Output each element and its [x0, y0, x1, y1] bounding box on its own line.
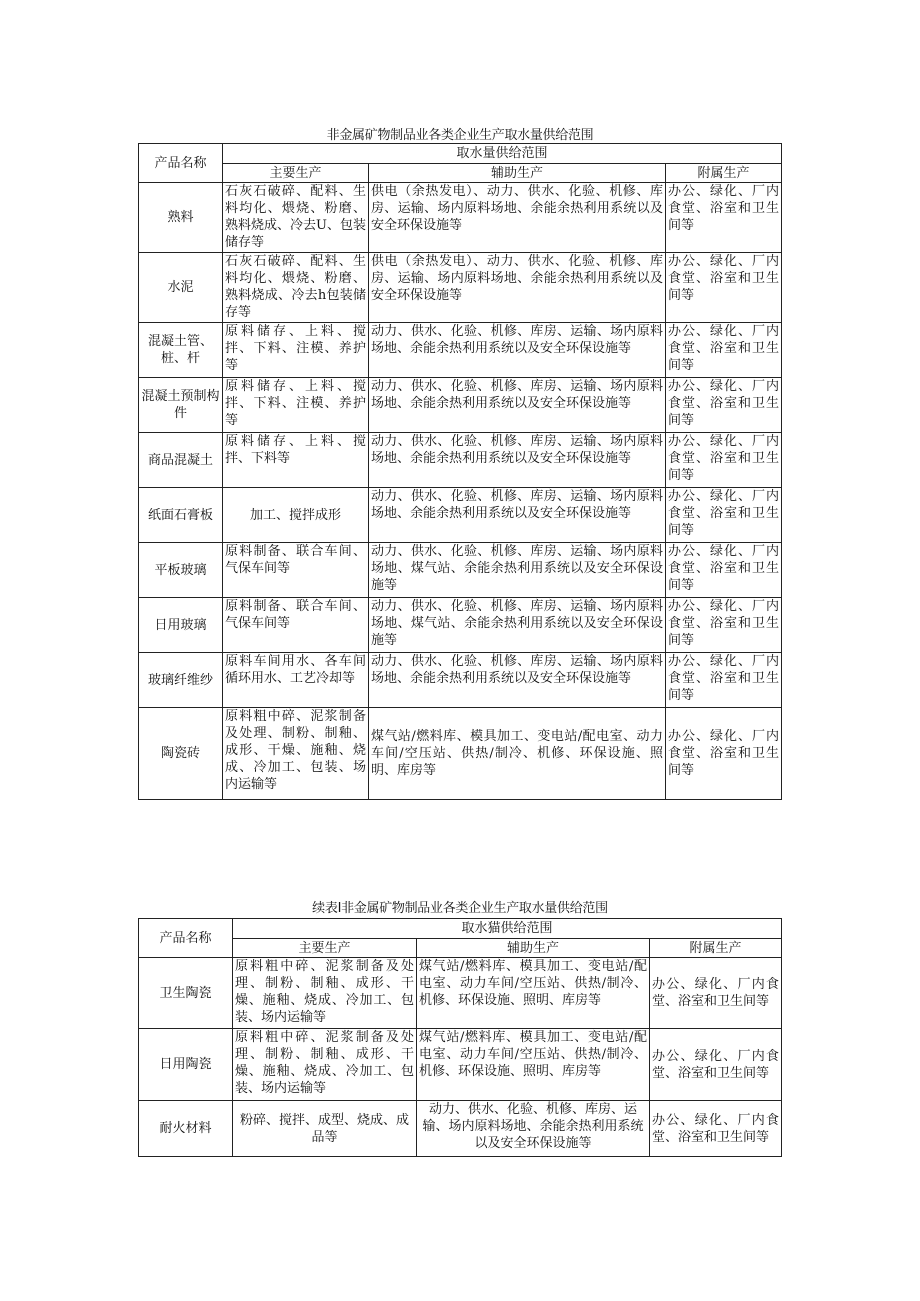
- main-production-cell: 原料储存、上料、搅拌、下料等: [223, 433, 369, 488]
- table-row: [139, 433, 782, 488]
- main-production-cell: 加工、搅拌成形: [223, 488, 369, 543]
- header-supply-scope: 取水量供给范围: [223, 144, 782, 164]
- table-row: [139, 253, 782, 323]
- table-row: [139, 543, 782, 598]
- table-row: [139, 1029, 782, 1101]
- attached-production-cell: 办公、绿化、厂内食堂、浴室和卫生间等: [666, 433, 782, 488]
- table-row: [139, 1101, 782, 1157]
- table2-title: 续表I非金属矿物制品业各类企业生产取水量供给范围: [312, 901, 608, 916]
- main-production-cell: 石灰石破碎、配料、生料均化、煨烧、粉磨、熟料烧成、冷去h包装储存等: [223, 253, 369, 323]
- header-product-name: 产品名称: [139, 919, 233, 958]
- auxiliary-production-cell: 动力、供水、化验、机修、库房、运输、场内原料场地、余能余热利用系统以及安全环保设施等: [369, 653, 666, 708]
- main-production-cell: 粉碎、搅拌、成型、烧成、成品等: [233, 1101, 417, 1157]
- table-row: [139, 708, 782, 800]
- table-row: [139, 183, 782, 253]
- main-production-cell: 原料粗中碎、泥浆制备及处理、制粉、制釉、成形、干燥、施釉、烧成、冷加工、包装、场内运输等: [233, 958, 417, 1029]
- header-main-production: 主要生产: [223, 164, 369, 183]
- auxiliary-production-cell: 动力、供水、化验、机修、库房、运输、场内原料场地、煤气站、余能余热利用系统以及安全环保设施等: [369, 543, 666, 598]
- attached-production-cell: 办公、绿化、厂内食堂、浴室和卫生间等: [666, 708, 782, 800]
- attached-production-cell: 办公、绿化、厂内食堂、浴室和卫生间等: [666, 543, 782, 598]
- header-auxiliary-production: 辅助生产: [417, 939, 650, 958]
- product-name: 商品混凝土: [139, 433, 223, 488]
- table1-title: 非金属矿物制品业各类企业生产取水量供给范围: [326, 128, 594, 143]
- attached-production-cell: 办公、绿化、厂内食堂、浴室和卫生间等: [666, 183, 782, 253]
- table-row: [139, 598, 782, 653]
- product-name: 水泥: [139, 253, 223, 323]
- header-product-name: 产品名称: [139, 144, 223, 183]
- auxiliary-production-cell: 动力、供水、化验、机修、库房、运输、场内原料场地、余能余热利用系统以及安全环保设施等: [417, 1101, 650, 1157]
- main-production-cell: 原料车间用水、各车间循环用水、工艺冷却等: [223, 653, 369, 708]
- product-name: 平板玻璃: [139, 543, 223, 598]
- table-row: [139, 378, 782, 433]
- main-production-cell: 原料粗中碎、泥浆制备及处理、制粉、制釉、成形、干燥、施釉、烧成、冷加工、包装、场内运输等: [223, 708, 369, 800]
- auxiliary-production-cell: 动力、供水、化验、机修、库房、运输、场内原料场地、余能余热利用系统以及安全环保设施等: [369, 378, 666, 433]
- auxiliary-production-cell: 供电（余热发电）、动力、供水、化验、机修、库房、运输、场内原料场地、余能余热利用系统以及安全环保设施等: [369, 183, 666, 253]
- attached-production-cell: 办公、绿化、厂内食堂、浴室和卫生间等: [650, 1029, 782, 1101]
- product-name: 耐火材料: [139, 1101, 233, 1157]
- attached-production-cell: 办公、绿化、厂内食堂、浴室和卫生间等: [650, 958, 782, 1029]
- header-attached-production: 附属生产: [666, 164, 782, 183]
- auxiliary-production-cell: 供电（余热发电）、动力、供水、化验、机修、库房、运输、场内原料场地、余能余热利用系统以及安全环保设施等: [369, 253, 666, 323]
- product-name: 日用玻璃: [139, 598, 223, 653]
- main-production-cell: 原料粗中碎、泥浆制备及处理、制粉、制釉、成形、干燥、施釉、烧成、冷加工、包装、场内运输等: [233, 1029, 417, 1101]
- auxiliary-production-cell: 动力、供水、化验、机修、库房、运输、场内原料场地、余能余热利用系统以及安全环保设施等: [369, 323, 666, 378]
- table-row: [139, 653, 782, 708]
- product-name: 玻璃纤维纱: [139, 653, 223, 708]
- table-row: [139, 488, 782, 543]
- auxiliary-production-cell: 煤气站/燃料库、模具加工、变电站/配电室、动力车间/空压站、供热/制冷、机修、环保设施、照明、库房等: [417, 1029, 650, 1101]
- auxiliary-production-cell: 动力、供水、化验、机修、库房、运输、场内原料场地、余能余热利用系统以及安全环保设施等: [369, 433, 666, 488]
- product-name: 混凝土预制构件: [139, 378, 223, 433]
- header-supply-scope: 取水猫供给范围: [233, 919, 782, 939]
- water-supply-scope-table-continued: [138, 918, 782, 1157]
- table-row: [139, 958, 782, 1029]
- water-supply-scope-table: [138, 143, 782, 800]
- main-production-cell: 原料制备、联合车间、气保车间等: [223, 598, 369, 653]
- product-name: 卫生陶瓷: [139, 958, 233, 1029]
- auxiliary-production-cell: 煤气站/燃料库、模具加工、变电站/配电室、动力车间/空压站、供热/制冷、机修、环保设施、照明、库房等: [369, 708, 666, 800]
- header-attached-production: 附属生产: [650, 939, 782, 958]
- header-auxiliary-production: 辅助生产: [369, 164, 666, 183]
- header-main-production: 主要生产: [233, 939, 417, 958]
- product-name: 日用陶瓷: [139, 1029, 233, 1101]
- main-production-cell: 原料储存、上料、搅拌、下料、注模、养护等: [223, 378, 369, 433]
- auxiliary-production-cell: 煤气站/燃料库、模具加工、变电站/配电室、动力车间/空压站、供热/制冷、机修、环保设施、照明、库房等: [417, 958, 650, 1029]
- attached-production-cell: 办公、绿化、厂内食堂、浴室和卫生间等: [666, 323, 782, 378]
- attached-production-cell: 办公、绿化、厂内食堂、浴室和卫生间等: [666, 598, 782, 653]
- attached-production-cell: 办公、绿化、厂内食堂、浴室和卫生间等: [666, 253, 782, 323]
- auxiliary-production-cell: 动力、供水、化验、机修、库房、运输、场内原料场地、煤气站、余能余热利用系统以及安全环保设施等: [369, 598, 666, 653]
- product-name: 纸面石膏板: [139, 488, 223, 543]
- attached-production-cell: 办公、绿化、厂内食堂、浴室和卫生间等: [666, 378, 782, 433]
- main-production-cell: 原料储存、上料、搅拌、下料、注模、养护等: [223, 323, 369, 378]
- main-production-cell: 石灰石破碎、配料、生料均化、煨烧、粉磨、熟料烧成、冷去U、包装储存等: [223, 183, 369, 253]
- attached-production-cell: 办公、绿化、厂内食堂、浴室和卫生间等: [666, 653, 782, 708]
- product-name: 混凝土管、桩、杆: [139, 323, 223, 378]
- product-name: 熟料: [139, 183, 223, 253]
- attached-production-cell: 办公、绿化、厂内食堂、浴室和卫生间等: [666, 488, 782, 543]
- auxiliary-production-cell: 动力、供水、化验、机修、库房、运输、场内原料场地、余能余热利用系统以及安全环保设施等: [369, 488, 666, 543]
- product-name: 陶瓷砖: [139, 708, 223, 800]
- main-production-cell: 原料制备、联合车间、气保车间等: [223, 543, 369, 598]
- table-row: [139, 323, 782, 378]
- attached-production-cell: 办公、绿化、厂内食堂、浴室和卫生间等: [650, 1101, 782, 1157]
